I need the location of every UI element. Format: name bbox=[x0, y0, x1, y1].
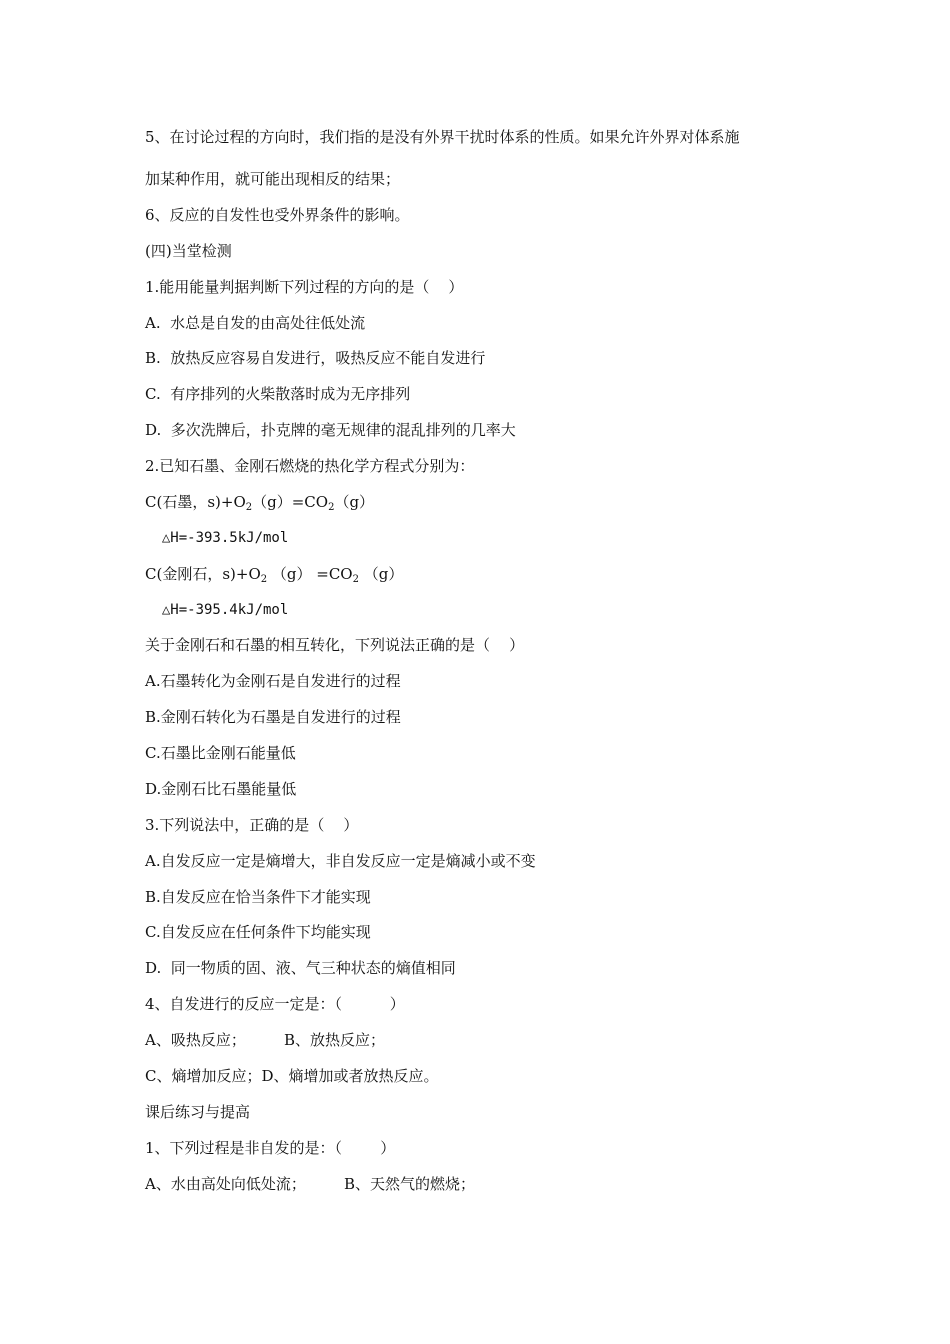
section-heading-after-class: 课后练习与提高 bbox=[145, 1103, 251, 1121]
question-4-options-cd: C、熵增加反应；D、熵增加或者放热反应。 bbox=[145, 1067, 439, 1085]
paragraph-5-line2: 加某种作用，就可能出现相反的结果； bbox=[145, 170, 401, 188]
question-2-prompt: 关于金刚石和石墨的相互转化，下列说法正确的是（ ） bbox=[145, 636, 525, 654]
question-4-stem: 4、自发进行的反应一定是：（ ） bbox=[145, 995, 405, 1013]
equation-graphite: C(石墨，$s)+O_2(g)=CO_2(g)$ bbox=[145, 493, 375, 513]
question-2-option-b: B.金刚石转化为石墨是自发进行的过程 bbox=[145, 708, 401, 726]
homework-1-options-ab: A、水由高处向低处流； B、天然气的燃烧； bbox=[145, 1175, 476, 1193]
question-3-option-b: B.自发反应在恰当条件下才能实现 bbox=[145, 888, 371, 906]
equation-diamond: C(金刚石，$s)+O_2$ $(g) =CO_2$ （g） bbox=[145, 565, 404, 585]
question-3-stem: 3.下列说法中，正确的是（ ） bbox=[145, 816, 359, 834]
question-3-option-c: C.自发反应在任何条件下均能实现 bbox=[145, 923, 371, 941]
question-2-option-a: A.石墨转化为金刚石是自发进行的过程 bbox=[145, 672, 401, 690]
homework-1-stem: 1、下列过程是非自发的是：（ ） bbox=[145, 1139, 396, 1157]
question-2-stem: 2.已知石墨、金刚石燃烧的热化学方程式分别为： bbox=[145, 457, 475, 475]
question-1-option-d: D. 多次洗牌后，扑克牌的毫无规律的混乱排列的几率大 bbox=[145, 421, 516, 439]
enthalpy-diamond: △H=-395.4kJ/mol bbox=[145, 602, 289, 618]
question-1-option-a: A. 水总是自发的由高处往低处流 bbox=[145, 314, 366, 332]
question-4-options-ab: A、吸热反应； B、放热反应； bbox=[145, 1031, 386, 1049]
question-1-stem: 1.能用能量判据判断下列过程的方向的是（ ） bbox=[145, 278, 464, 296]
paragraph-5-line1: 5、在讨论过程的方向时，我们指的是没有外界干扰时体系的性质。如果允许外界对体系施 bbox=[145, 128, 740, 146]
question-3-option-d: D. 同一物质的固、液、气三种状态的熵值相同 bbox=[145, 959, 456, 977]
question-2-option-d: D.金刚石比石墨能量低 bbox=[145, 780, 297, 798]
question-3-option-a: A.自发反应一定是熵增大，非自发反应一定是熵减小或不变 bbox=[145, 852, 536, 870]
section-heading-in-class-test: (四)当堂检测 bbox=[145, 242, 232, 260]
question-2-option-c: C.石墨比金刚石能量低 bbox=[145, 744, 296, 762]
enthalpy-graphite: △H=-393.5kJ/mol bbox=[145, 530, 289, 546]
paragraph-6: 6、反应的自发性也受外界条件的影响。 bbox=[145, 206, 410, 224]
question-1-option-c: C. 有序排列的火柴散落时成为无序排列 bbox=[145, 385, 411, 403]
question-1-option-b: B. 放热反应容易自发进行，吸热反应不能自发进行 bbox=[145, 349, 486, 367]
